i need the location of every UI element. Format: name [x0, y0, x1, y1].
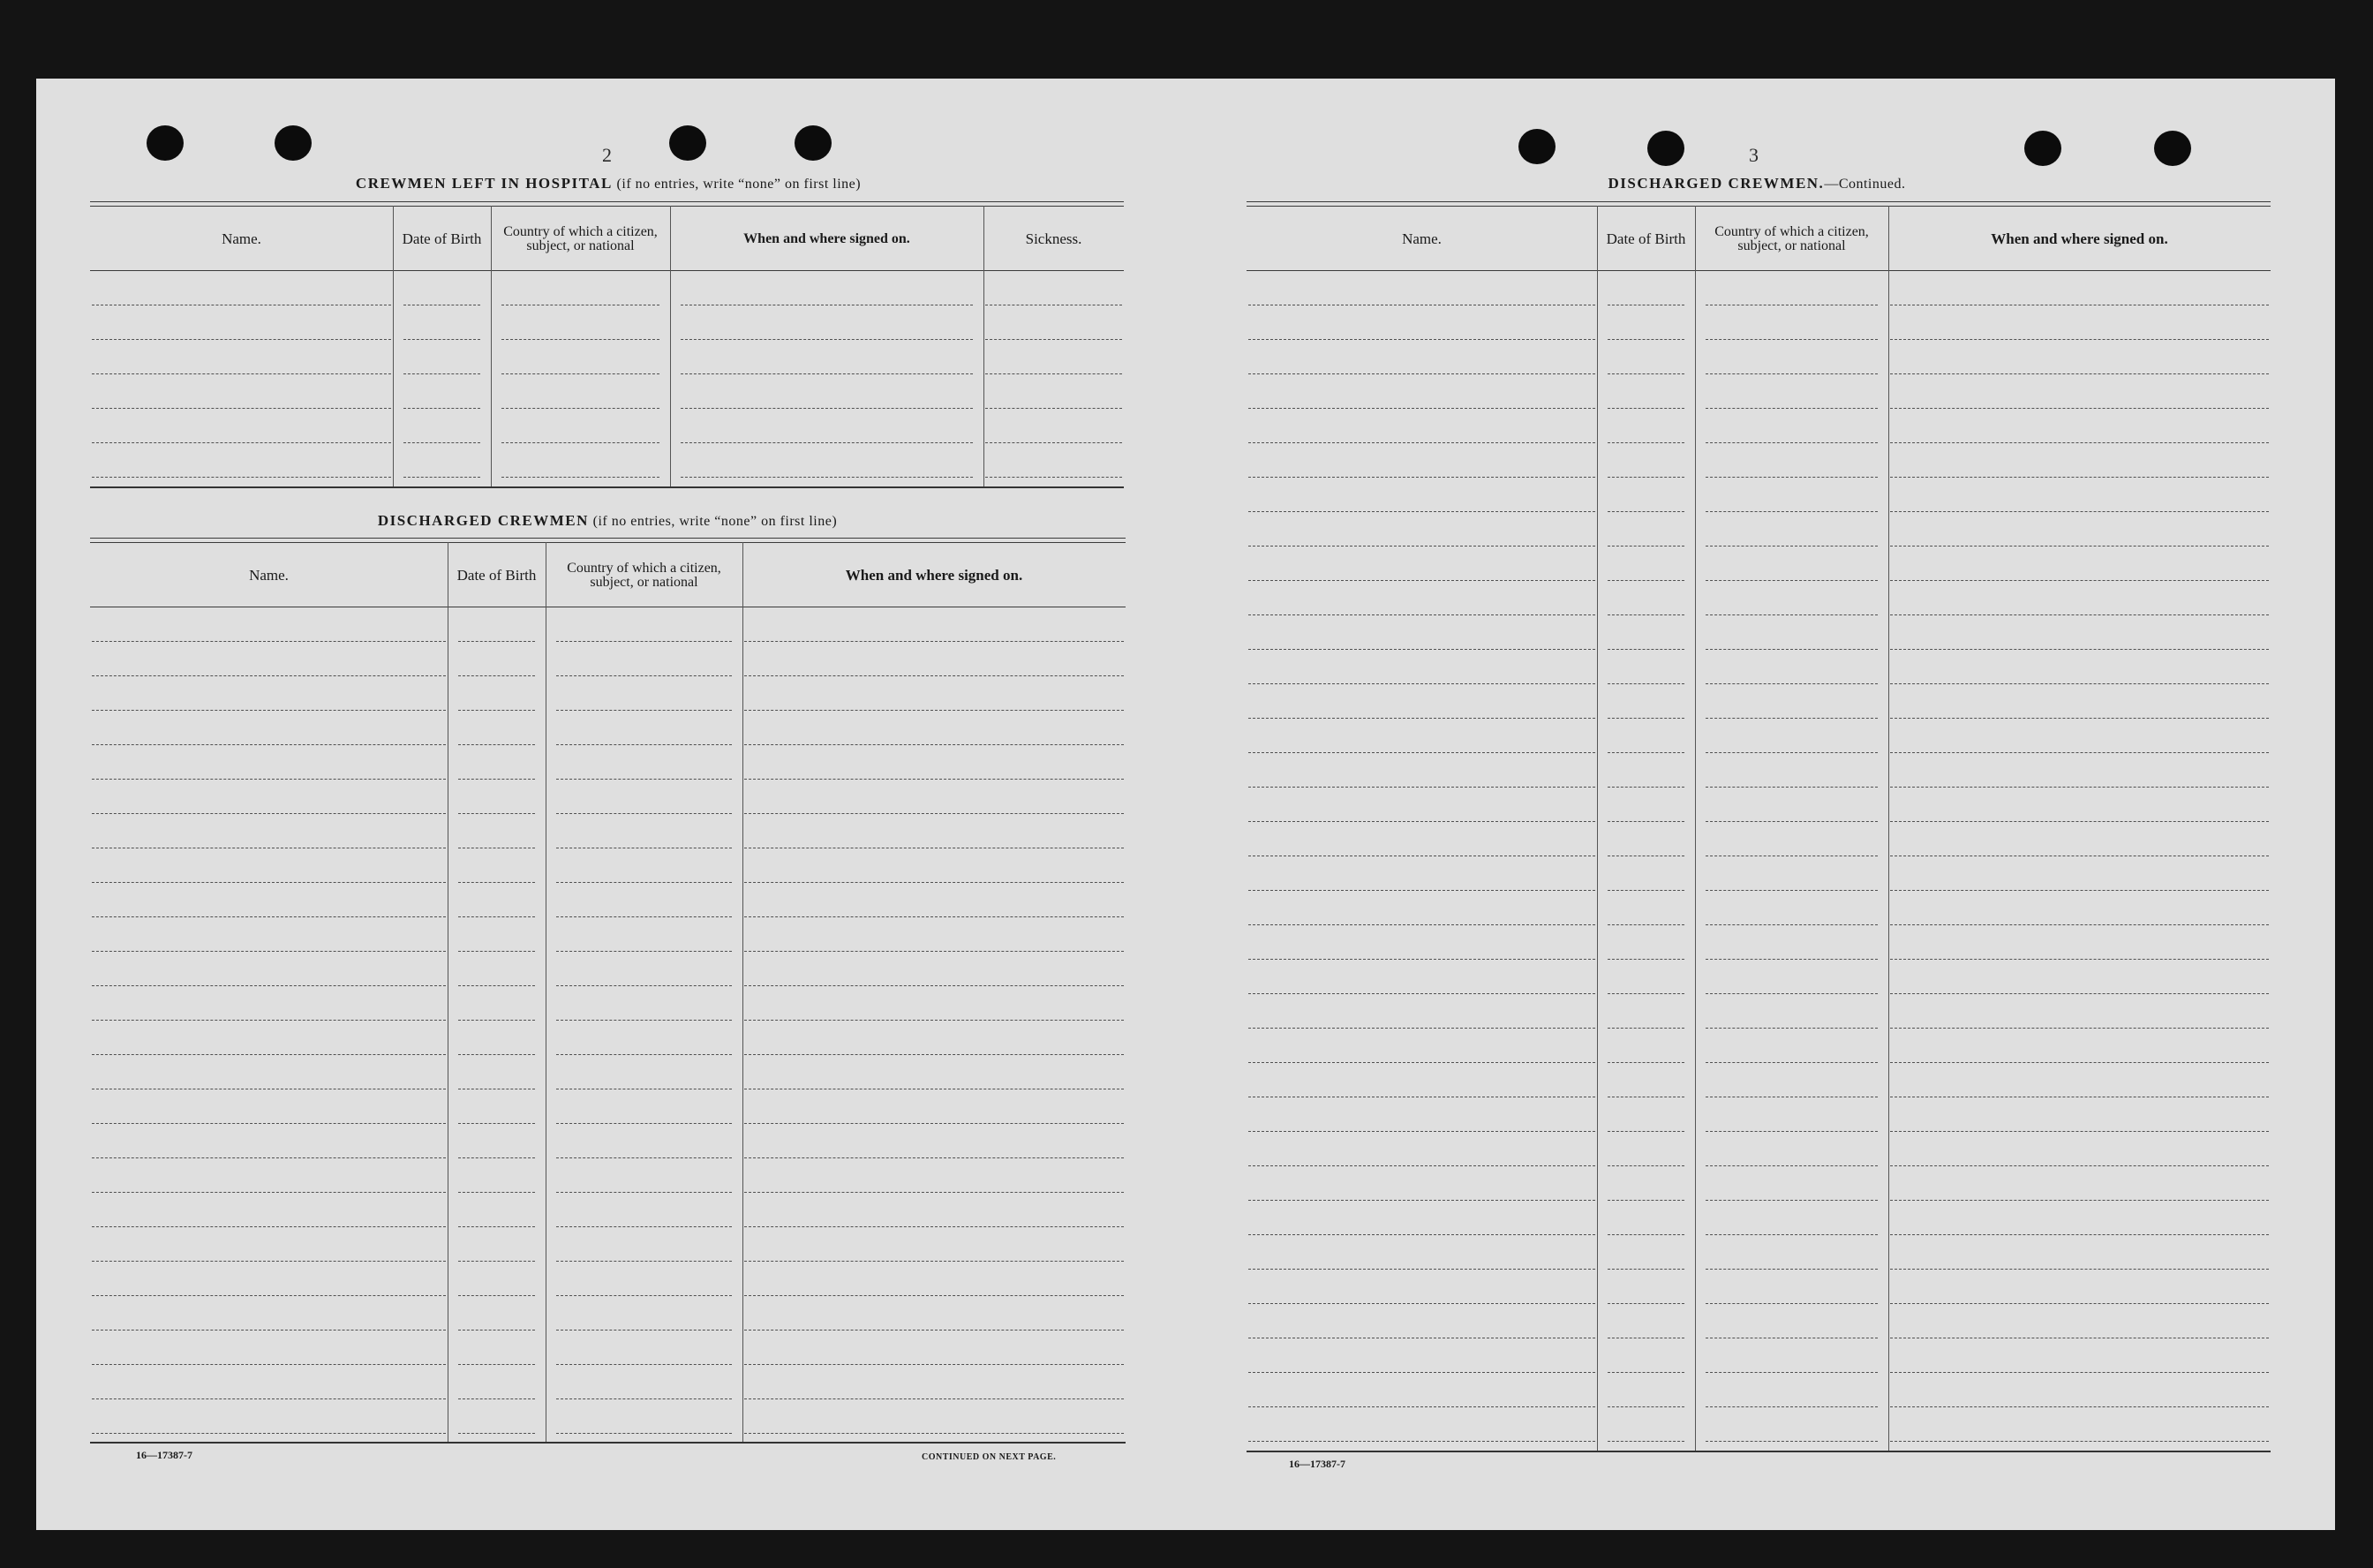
- entry-line: [1608, 614, 1684, 615]
- entry-line: [1890, 339, 2269, 340]
- entry-line: [985, 373, 1122, 374]
- entry-line: [744, 1020, 1124, 1021]
- column-header: Country of which a citizen, subject, or national: [503, 223, 658, 253]
- entry-line: [1248, 511, 1595, 512]
- entry-line: [556, 744, 732, 745]
- entry-line: [1890, 1372, 2269, 1373]
- entry-line: [556, 916, 732, 917]
- entry-line: [681, 408, 973, 409]
- entry-line: [1608, 580, 1684, 581]
- entry-line: [556, 1123, 732, 1124]
- entry-line: [1608, 1028, 1684, 1029]
- continued-note: CONTINUED ON NEXT PAGE.: [922, 1452, 1057, 1462]
- entry-line: [1706, 477, 1878, 478]
- entry-line: [1248, 959, 1595, 960]
- punch-hole: [795, 125, 832, 161]
- entry-line: [1248, 1303, 1595, 1304]
- entry-line: [1890, 959, 2269, 960]
- entry-line: [1890, 1200, 2269, 1201]
- discharged-section-title: [378, 512, 837, 530]
- header-rule: [90, 270, 1124, 271]
- entry-line: [1608, 787, 1684, 788]
- entry-line: [1608, 477, 1684, 478]
- entry-line: [92, 1433, 446, 1434]
- entry-line: [1608, 1200, 1684, 1201]
- entry-line: [1248, 339, 1595, 340]
- entry-line: [556, 1364, 732, 1365]
- entry-line: [92, 1192, 446, 1193]
- entry-line: [458, 1054, 535, 1055]
- entry-line: [92, 985, 446, 986]
- entry-line: [1608, 511, 1684, 512]
- column-header: When and where signed on.: [1991, 230, 2168, 247]
- entry-line: [1608, 1062, 1684, 1063]
- table-top-rule: [90, 542, 1126, 543]
- entry-line: [744, 1261, 1124, 1262]
- entry-line: [1608, 1234, 1684, 1235]
- column-header: Country of which a citizen, subject, or national: [1714, 223, 1869, 253]
- entry-line: [1706, 1131, 1878, 1132]
- entry-line: [1608, 924, 1684, 925]
- entry-line: [1706, 683, 1878, 684]
- entry-line: [458, 985, 535, 986]
- entry-line: [1706, 993, 1878, 994]
- punch-hole: [1518, 129, 1556, 164]
- entry-line: [1706, 1062, 1878, 1063]
- entry-line: [1608, 683, 1684, 684]
- entry-line: [458, 1330, 535, 1331]
- entry-line: [681, 477, 973, 478]
- column-divider: [1888, 206, 1889, 1451]
- entry-line: [1706, 442, 1878, 443]
- entry-line: [1890, 1269, 2269, 1270]
- entry-line: [1248, 993, 1595, 994]
- hospital-title: CREWMEN LEFT IN HOSPITAL: [355, 175, 613, 192]
- entry-line: [1706, 408, 1878, 409]
- entry-line: [1706, 1372, 1878, 1373]
- entry-line: [1890, 580, 2269, 581]
- entry-line: [1248, 1406, 1595, 1407]
- entry-line: [1608, 373, 1684, 374]
- entry-line: [744, 813, 1124, 814]
- entry-line: [744, 1226, 1124, 1227]
- entry-line: [556, 951, 732, 952]
- entry-line: [1890, 821, 2269, 822]
- entry-line: [1706, 1028, 1878, 1029]
- entry-line: [1706, 718, 1878, 719]
- entry-line: [556, 1157, 732, 1158]
- entry-line: [1706, 649, 1878, 650]
- entry-line: [458, 744, 535, 745]
- table-bottom-rule: [90, 486, 1124, 488]
- entry-line: [1248, 1200, 1595, 1201]
- entry-line: [92, 1364, 446, 1365]
- entry-line: [1248, 787, 1595, 788]
- entry-line: [556, 1295, 732, 1296]
- hospital-section-title: [356, 175, 861, 192]
- entry-line: [1248, 649, 1595, 650]
- entry-line: [1608, 1406, 1684, 1407]
- entry-line: [744, 710, 1124, 711]
- entry-line: [1248, 718, 1595, 719]
- entry-line: [744, 882, 1124, 883]
- entry-line: [1890, 442, 2269, 443]
- column-header: Date of Birth: [456, 567, 537, 584]
- entry-line: [1890, 614, 2269, 615]
- entry-line: [1706, 787, 1878, 788]
- entry-line: [1706, 373, 1878, 374]
- entry-line: [458, 951, 535, 952]
- entry-line: [1706, 339, 1878, 340]
- entry-line: [1248, 1372, 1595, 1373]
- entry-line: [458, 1398, 535, 1399]
- entry-line: [458, 1192, 535, 1193]
- entry-line: [556, 1192, 732, 1193]
- document-sheet: [36, 79, 2335, 1530]
- entry-line: [403, 373, 480, 374]
- entry-line: [1890, 1165, 2269, 1166]
- entry-line: [744, 641, 1124, 642]
- right-section-title: [1608, 175, 1906, 192]
- entry-line: [92, 1157, 446, 1158]
- entry-line: [1248, 1028, 1595, 1029]
- entry-line: [1608, 1441, 1684, 1442]
- entry-line: [1706, 1441, 1878, 1442]
- table-bottom-rule: [1247, 1451, 2271, 1452]
- entry-line: [1248, 1062, 1595, 1063]
- entry-line: [1890, 477, 2269, 478]
- entry-line: [1706, 752, 1878, 753]
- entry-line: [458, 779, 535, 780]
- entry-line: [744, 1295, 1124, 1296]
- entry-line: [1608, 718, 1684, 719]
- punch-hole: [2154, 131, 2191, 166]
- column-header: Sickness.: [1025, 230, 1082, 247]
- entry-line: [1706, 614, 1878, 615]
- entry-line: [458, 916, 535, 917]
- entry-line: [556, 675, 732, 676]
- entry-line: [985, 408, 1122, 409]
- entry-line: [1890, 890, 2269, 891]
- entry-line: [92, 442, 391, 443]
- entry-line: [458, 1364, 535, 1365]
- entry-line: [1706, 546, 1878, 547]
- entry-line: [985, 477, 1122, 478]
- entry-line: [1706, 511, 1878, 512]
- entry-line: [92, 641, 446, 642]
- entry-line: [92, 1226, 446, 1227]
- entry-line: [403, 442, 480, 443]
- entry-line: [1706, 1303, 1878, 1304]
- entry-line: [1608, 1165, 1684, 1166]
- entry-line: [744, 675, 1124, 676]
- entry-line: [92, 916, 446, 917]
- entry-line: [985, 339, 1122, 340]
- entry-line: [1248, 683, 1595, 684]
- entry-line: [1608, 339, 1684, 340]
- entry-line: [681, 339, 973, 340]
- entry-line: [556, 779, 732, 780]
- entry-line: [458, 675, 535, 676]
- column-header: Name.: [249, 567, 289, 584]
- entry-line: [744, 1364, 1124, 1365]
- entry-line: [92, 339, 391, 340]
- entry-line: [1890, 1303, 2269, 1304]
- entry-line: [1706, 580, 1878, 581]
- entry-line: [556, 882, 732, 883]
- entry-line: [744, 779, 1124, 780]
- entry-line: [1890, 408, 2269, 409]
- punch-hole: [669, 125, 706, 161]
- entry-line: [501, 442, 659, 443]
- entry-line: [556, 1054, 732, 1055]
- hospital-note: (if no entries, write “none” on first line): [616, 177, 862, 192]
- table-top-rule: [1247, 206, 2271, 207]
- entry-line: [556, 1226, 732, 1227]
- entry-line: [458, 813, 535, 814]
- entry-line: [556, 985, 732, 986]
- column-header: Date of Birth: [402, 230, 482, 247]
- table-top-rule: [90, 538, 1126, 539]
- entry-line: [1248, 1165, 1595, 1166]
- entry-line: [556, 710, 732, 711]
- entry-line: [1248, 752, 1595, 753]
- entry-line: [1608, 890, 1684, 891]
- entry-line: [92, 813, 446, 814]
- entry-line: [744, 1398, 1124, 1399]
- page-number-right: 3: [1749, 144, 1759, 166]
- column-header: Name.: [1402, 230, 1442, 247]
- entry-line: [501, 477, 659, 478]
- entry-line: [1608, 408, 1684, 409]
- entry-line: [1248, 546, 1595, 547]
- entry-line: [501, 408, 659, 409]
- entry-line: [1890, 924, 2269, 925]
- entry-line: [556, 1020, 732, 1021]
- entry-line: [1706, 1234, 1878, 1235]
- entry-line: [92, 951, 446, 952]
- entry-line: [501, 373, 659, 374]
- table-top-rule: [1247, 201, 2271, 202]
- entry-line: [1890, 546, 2269, 547]
- discharged-note: (if no entries, write “none” on first line): [592, 514, 838, 529]
- entry-line: [1248, 1234, 1595, 1235]
- entry-line: [458, 1433, 535, 1434]
- entry-line: [1890, 1406, 2269, 1407]
- entry-line: [1248, 1441, 1595, 1442]
- entry-line: [92, 675, 446, 676]
- entry-line: [403, 408, 480, 409]
- column-divider: [1695, 206, 1696, 1451]
- entry-line: [744, 1330, 1124, 1331]
- entry-line: [556, 1330, 732, 1331]
- entry-line: [1608, 993, 1684, 994]
- entry-line: [1608, 959, 1684, 960]
- table-bottom-rule: [90, 1442, 1126, 1444]
- column-header: When and where signed on.: [845, 567, 1023, 584]
- column-divider: [742, 542, 743, 1442]
- entry-line: [458, 1123, 535, 1124]
- entry-line: [1890, 511, 2269, 512]
- entry-line: [1608, 1303, 1684, 1304]
- entry-line: [744, 1192, 1124, 1193]
- entry-line: [92, 373, 391, 374]
- entry-line: [744, 1433, 1124, 1434]
- page-number-left: 2: [602, 144, 612, 166]
- punch-hole: [1647, 131, 1684, 166]
- entry-line: [92, 1261, 446, 1262]
- entry-line: [1706, 1269, 1878, 1270]
- entry-line: [92, 1020, 446, 1021]
- right-title-suffix: —Continued.: [1824, 177, 1906, 192]
- entry-line: [1248, 408, 1595, 409]
- entry-line: [1890, 1441, 2269, 1442]
- entry-line: [744, 951, 1124, 952]
- entry-line: [92, 1054, 446, 1055]
- table-top-rule: [90, 206, 1124, 207]
- entry-line: [1248, 373, 1595, 374]
- entry-line: [1890, 752, 2269, 753]
- punch-hole: [147, 125, 184, 161]
- entry-line: [1248, 614, 1595, 615]
- table-top-rule: [90, 201, 1124, 202]
- column-header: Country of which a citizen, subject, or national: [567, 560, 721, 590]
- entry-line: [1890, 649, 2269, 650]
- entry-line: [1608, 821, 1684, 822]
- entry-line: [458, 1020, 535, 1021]
- column-header: Date of Birth: [1606, 230, 1686, 247]
- column-header: Name.: [222, 230, 261, 247]
- entry-line: [403, 339, 480, 340]
- entry-line: [92, 744, 446, 745]
- punch-hole: [275, 125, 312, 161]
- discharged-title: DISCHARGED CREWMEN: [377, 512, 589, 529]
- entry-line: [92, 408, 391, 409]
- entry-line: [556, 1398, 732, 1399]
- entry-line: [92, 1330, 446, 1331]
- entry-line: [458, 641, 535, 642]
- entry-line: [1890, 373, 2269, 374]
- entry-line: [556, 813, 732, 814]
- entry-line: [1706, 1165, 1878, 1166]
- entry-line: [1608, 752, 1684, 753]
- entry-line: [1706, 1406, 1878, 1407]
- entry-line: [1248, 1269, 1595, 1270]
- entry-line: [744, 1123, 1124, 1124]
- entry-line: [92, 779, 446, 780]
- entry-line: [556, 1433, 732, 1434]
- entry-line: [92, 477, 391, 478]
- entry-line: [1248, 477, 1595, 478]
- column-divider: [1597, 206, 1598, 1451]
- entry-line: [1248, 924, 1595, 925]
- entry-line: [1248, 890, 1595, 891]
- entry-line: [92, 1123, 446, 1124]
- entry-line: [1890, 993, 2269, 994]
- entry-line: [1608, 1131, 1684, 1132]
- entry-line: [1608, 1269, 1684, 1270]
- entry-line: [1706, 1200, 1878, 1201]
- right-title: DISCHARGED CREWMEN.: [1608, 175, 1825, 192]
- entry-line: [1608, 546, 1684, 547]
- entry-line: [458, 1261, 535, 1262]
- entry-line: [1890, 1062, 2269, 1063]
- entry-line: [1706, 924, 1878, 925]
- entry-line: [1706, 821, 1878, 822]
- entry-line: [985, 442, 1122, 443]
- entry-line: [744, 1157, 1124, 1158]
- entry-line: [744, 1054, 1124, 1055]
- entry-line: [92, 710, 446, 711]
- entry-line: [1890, 1131, 2269, 1132]
- entry-line: [744, 916, 1124, 917]
- entry-line: [1890, 718, 2269, 719]
- entry-line: [744, 985, 1124, 986]
- entry-line: [1248, 442, 1595, 443]
- entry-line: [458, 1295, 535, 1296]
- entry-line: [501, 339, 659, 340]
- entry-line: [1248, 821, 1595, 822]
- entry-line: [1890, 683, 2269, 684]
- entry-line: [744, 744, 1124, 745]
- entry-line: [458, 1226, 535, 1227]
- form-number-left: 16—17387-7: [136, 1449, 192, 1461]
- entry-line: [556, 641, 732, 642]
- entry-line: [1608, 442, 1684, 443]
- entry-line: [92, 882, 446, 883]
- punch-hole: [2024, 131, 2061, 166]
- form-number-right: 16—17387-7: [1289, 1458, 1345, 1470]
- entry-line: [1706, 890, 1878, 891]
- entry-line: [1890, 787, 2269, 788]
- entry-line: [1608, 1372, 1684, 1373]
- entry-line: [458, 1157, 535, 1158]
- entry-line: [556, 1261, 732, 1262]
- entry-line: [1248, 580, 1595, 581]
- header-rule: [1247, 270, 2271, 271]
- entry-line: [1248, 1131, 1595, 1132]
- entry-line: [1608, 649, 1684, 650]
- entry-line: [403, 477, 480, 478]
- entry-line: [1890, 1028, 2269, 1029]
- entry-line: [1706, 959, 1878, 960]
- entry-line: [681, 442, 973, 443]
- entry-line: [458, 882, 535, 883]
- column-header: When and where signed on.: [743, 230, 910, 246]
- entry-line: [458, 710, 535, 711]
- entry-line: [1890, 1234, 2269, 1235]
- entry-line: [92, 1295, 446, 1296]
- entry-line: [92, 1398, 446, 1399]
- entry-line: [681, 373, 973, 374]
